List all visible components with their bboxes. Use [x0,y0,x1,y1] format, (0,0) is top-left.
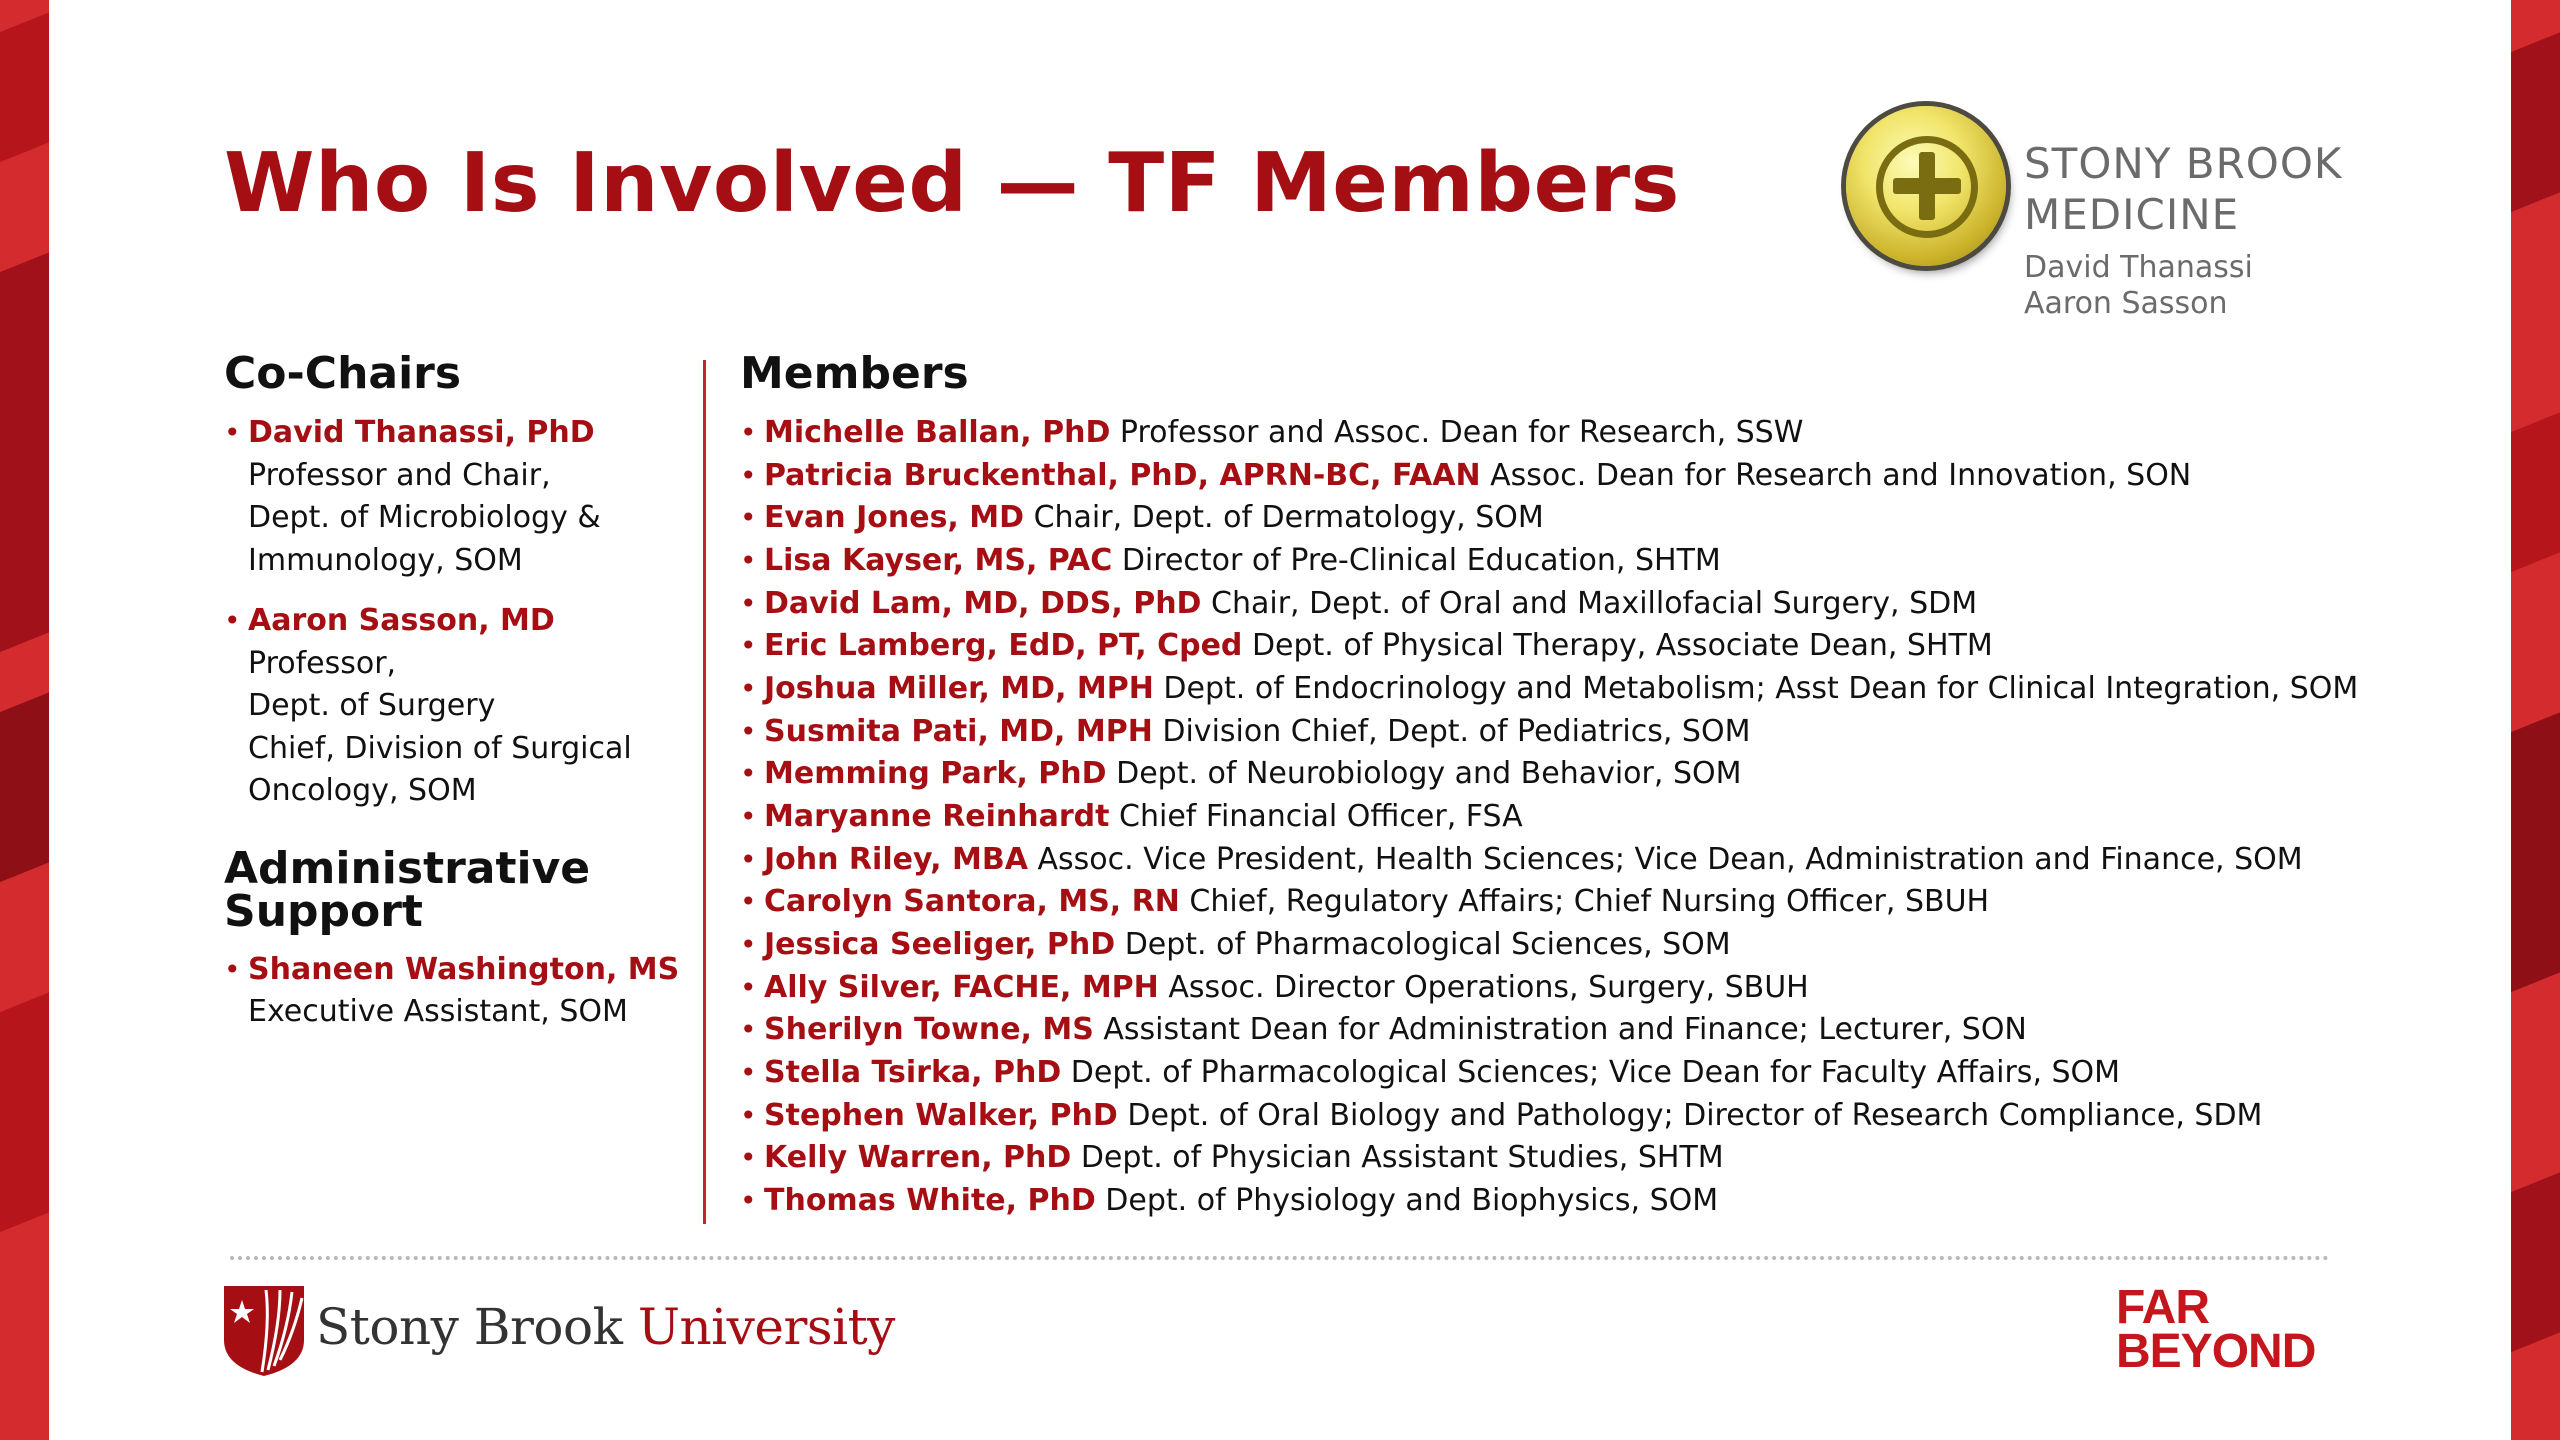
bullet-icon: • [740,927,757,961]
members-heading: Members [740,348,969,399]
admin-heading-line: Administrative [224,842,591,894]
member-role: Division Chief, Dept. of Pediatrics, SOM [1162,713,1751,749]
stony-brook-university-logo [222,1282,895,1378]
member-role: Assistant Dean for Administration and Finance; Lecturer, SON [1103,1012,2027,1048]
bullet-icon: • [224,604,241,637]
member-name: Thomas White, PhD [764,1182,1096,1218]
member-role: Dept. of Oral Biology and Pathology; Director of Research Compliance, SDM [1127,1097,2263,1133]
member-name: Memming Park, PhD [764,756,1107,792]
presenter-name: Aaron Sasson [2024,286,2228,321]
member-role: Dept. of Pharmacological Sciences; Vice Dean for Faculty Affairs, SOM [1070,1054,2121,1090]
member-row [740,839,2360,882]
member-row [740,1095,2360,1138]
person-title-line: Professor, [248,645,397,681]
member-name: David Lam, MD, DDS, PhD [764,585,1202,621]
bullet-icon: • [740,1013,757,1047]
member-row [740,924,2360,967]
member-name: Susmita Pati, MD, MPH [764,713,1153,749]
member-name: Carolyn Santora, MS, RN [764,884,1180,920]
member-role: Director of Pre-Clinical Education, SHTM [1121,542,1721,578]
far-beyond-line: BEYOND [2116,1325,2316,1378]
person-name: Aaron Sasson, MD [248,603,555,638]
member-role: Chief, Regulatory Affairs; Chief Nursing Officer, SBUH [1189,884,1990,920]
member-name: John Riley, MBA [764,841,1028,877]
medicine-cross-logo-icon [1846,106,2006,266]
member-name: Jessica Seeliger, PhD [764,926,1116,962]
person-title-line: Dept. of Microbiology & [248,500,601,535]
left-column [224,348,704,1034]
bullet-icon: • [740,970,757,1004]
member-role: Dept. of Physical Therapy, Associate Dean, SHTM [1251,628,1993,664]
member-role: Assoc. Director Operations, Surgery, SBUH [1168,969,1809,1005]
person-name: Shaneen Washington, MS [248,951,680,987]
member-row [740,881,2360,924]
member-row [740,540,2360,583]
bullet-icon: • [224,416,241,449]
member-row [740,1052,2360,1095]
right-decorative-band [2511,0,2560,1440]
cochairs-heading: Co-Chairs [224,348,462,399]
bullet-icon: • [740,1055,757,1089]
member-role: Chair, Dept. of Dermatology, SOM [1033,500,1544,536]
person-title-line: Chief, Division of Surgical [248,730,632,766]
member-row [740,497,2360,540]
member-name: Eric Lamberg, EdD, PT, Cped [764,628,1243,664]
member-name: Michelle Ballan, PhD [764,415,1111,450]
column-divider [703,360,706,1224]
member-row [740,455,2360,498]
member-row [740,753,2360,796]
brand-line-2: MEDICINE [2024,190,2240,239]
person-title-line: Professor and Chair, [248,457,551,493]
member-row [740,967,2360,1010]
bullet-icon: • [740,799,757,833]
member-role: Assoc. Dean for Research and Innovation, SON [1490,457,2192,493]
bullet-icon: • [740,842,757,876]
member-row [740,796,2360,839]
member-name: Ally Silver, FACHE, MPH [764,969,1159,1005]
person-title-line: Immunology, SOM [248,542,523,578]
member-role: Professor and Assoc. Dean for Research, SSW [1119,415,1804,450]
footer-separator [230,1256,2330,1260]
bullet-icon: • [740,629,757,663]
member-row [740,1009,2360,1052]
member-role: Dept. of Physiology and Biophysics, SOM [1105,1182,1719,1218]
bullet-icon: • [740,501,757,535]
sbu-wordmark-part: Stony Brook [316,1298,638,1356]
member-row [740,412,2360,455]
person-title-line: Dept. of Surgery [248,688,496,723]
bullet-icon: • [740,586,757,620]
member-row [740,1137,2360,1180]
member-name: Evan Jones, MD [764,500,1025,536]
bullet-icon: • [740,416,757,449]
bullet-icon: • [740,1183,757,1217]
bullet-icon: • [740,671,757,705]
member-role: Dept. of Physician Assistant Studies, SHTM [1080,1140,1724,1176]
person-title-line: Oncology, SOM [248,773,477,808]
member-row [740,625,2360,668]
sbu-shield-icon [222,1282,306,1378]
bullet-icon: • [740,1098,757,1132]
brand-presenters [2024,250,2253,322]
cochair-entry [224,412,704,582]
person-title-line: Executive Assistant, SOM [248,994,628,1029]
member-role: Assoc. Vice President, Health Sciences; Vice Dean, Administration and Finance, SOM [1037,841,2303,877]
bullet-icon: • [740,714,757,748]
member-name: Lisa Kayser, MS, PAC [764,542,1113,578]
member-name: Stephen Walker, PhD [764,1097,1118,1133]
bullet-icon: • [740,757,757,791]
member-name: Maryanne Reinhardt [764,798,1110,834]
member-name: Joshua Miller, MD, MPH [764,670,1154,706]
member-row [740,668,2360,711]
member-role: Dept. of Pharmacological Sciences, SOM [1124,926,1731,962]
admin-heading-line: Support [224,885,423,937]
member-name: Patricia Bruckenthal, PhD, APRN-BC, FAAN [764,457,1481,493]
bullet-icon: • [740,543,757,577]
members-list [740,412,2360,1222]
bullet-icon: • [740,885,757,919]
brand-line-1: STONY BROOK [2024,139,2343,188]
bullet-icon: • [740,458,757,492]
far-beyond-line: FAR [2116,1281,2209,1334]
far-beyond-logo [2116,1281,2316,1378]
member-row [740,1180,2360,1223]
members-column [740,348,2360,1222]
brand-wordmark [2024,138,2342,240]
member-role: Chair, Dept. of Oral and Maxillofacial Surgery, SDM [1211,585,1978,621]
admin-entry [224,949,704,1034]
bullet-icon: • [224,952,241,986]
slide-title: Who Is Involved — TF Members [224,136,1680,231]
cochair-entry [224,600,704,813]
member-role: Chief Financial Officer, FSA [1119,798,1523,834]
bullet-icon: • [740,1141,757,1175]
member-row [740,583,2360,626]
admin-support-heading [224,842,704,937]
member-name: Stella Tsirka, PhD [764,1054,1062,1090]
member-name: Kelly Warren, PhD [764,1140,1072,1176]
left-decorative-band [0,0,49,1440]
member-role: Dept. of Neurobiology and Behavior, SOM [1116,756,1742,792]
person-name: David Thanassi, PhD [248,415,595,450]
member-row [740,711,2360,754]
sbu-wordmark-part: University [637,1298,895,1356]
member-role: Dept. of Endocrinology and Metabolism; Asst Dean for Clinical Integration, SOM [1163,670,2359,706]
member-name: Sherilyn Towne, MS [764,1012,1094,1048]
sbu-wordmark [316,1298,895,1356]
presenter-name: David Thanassi [2024,250,2253,285]
